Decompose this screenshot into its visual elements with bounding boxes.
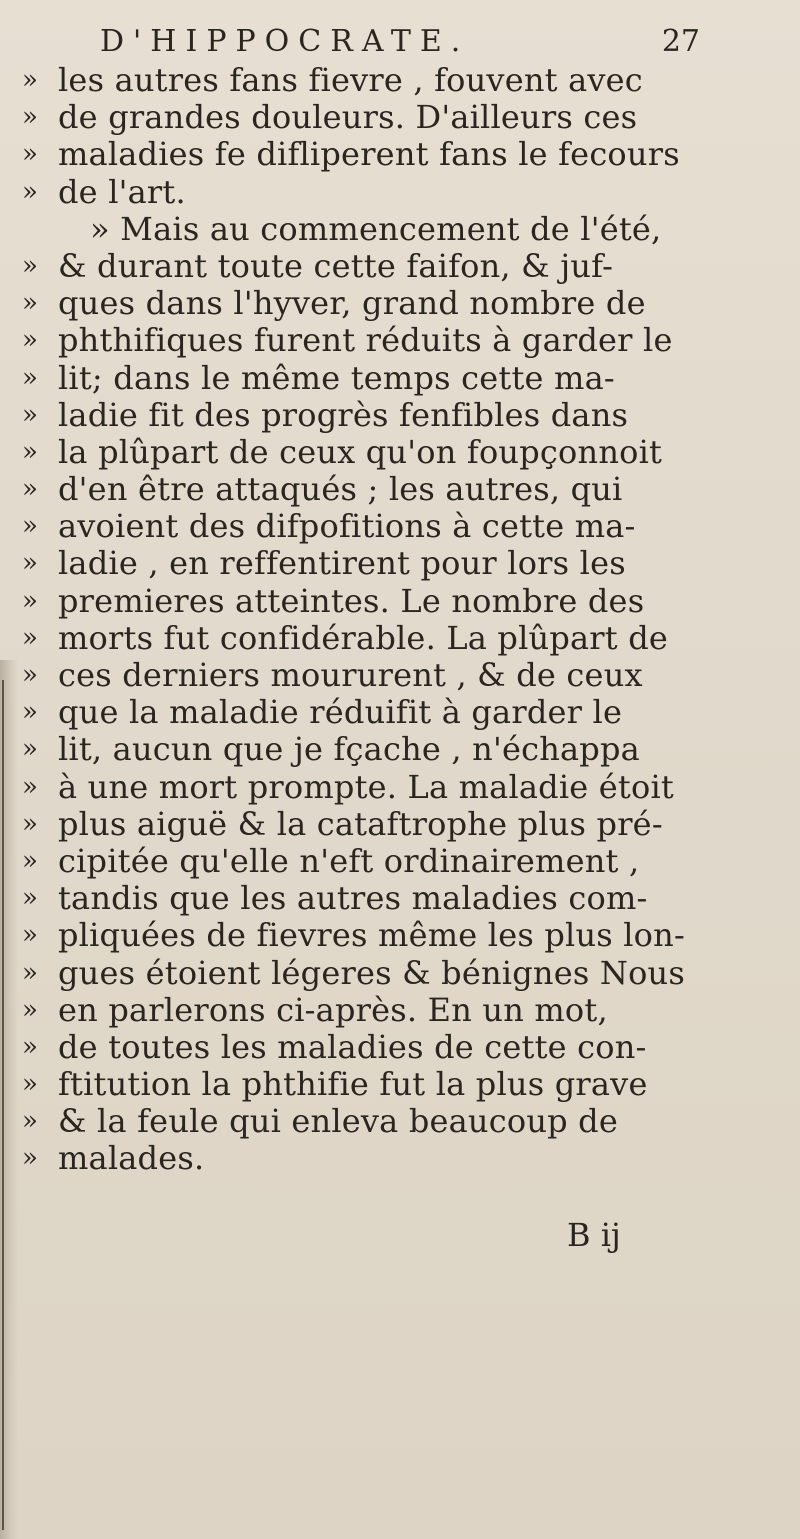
- quote-mark: »: [22, 1143, 38, 1174]
- line-text: premieres atteintes. Le nombre des: [58, 581, 645, 620]
- line-text: gues étoient légeres & bénignes Nous: [58, 953, 685, 992]
- text-line: [14, 583, 794, 620]
- line-text: avoient des difpofitions à cette ma-: [58, 507, 636, 546]
- running-title: D'HIPPOCRATE.: [100, 24, 470, 59]
- text-line: [14, 843, 794, 880]
- quote-mark: »: [22, 1031, 38, 1062]
- quote-mark: »: [22, 660, 38, 690]
- quote-mark: »: [22, 511, 38, 542]
- text-line: [14, 1103, 794, 1140]
- text-line: [14, 620, 794, 657]
- line-text: de grandes douleurs. D'ailleurs ces: [58, 98, 638, 137]
- quote-mark: »: [22, 622, 38, 653]
- text-line: [14, 248, 794, 285]
- text-line: [14, 694, 794, 731]
- line-text: & durant toute cette faifon, & juf-: [58, 246, 614, 285]
- quote-mark: »: [22, 102, 38, 133]
- quote-mark: »: [22, 957, 38, 988]
- text-line: [14, 397, 794, 434]
- text-line: [14, 434, 794, 471]
- quote-mark: »: [22, 994, 38, 1025]
- line-text: cipitée qu'elle n'eft ordinairement ,: [58, 841, 640, 880]
- text-line: [14, 360, 794, 397]
- text-line: [14, 1066, 794, 1103]
- quote-mark: »: [22, 176, 38, 207]
- page-number: 27: [661, 24, 700, 59]
- text-line: [14, 62, 794, 99]
- line-text: maladies fe difliperent fans le fecours: [58, 135, 680, 174]
- line-text: ladie fit des progrès fenfibles dans: [58, 395, 629, 434]
- line-text: & la feule qui enleva beaucoup de: [58, 1102, 619, 1141]
- text-line: [14, 99, 794, 136]
- quote-mark: »: [22, 474, 38, 505]
- line-text: de toutes les maladies de cette con-: [58, 1027, 647, 1066]
- text-line: [14, 508, 794, 545]
- text-line: [14, 322, 794, 359]
- body-text: [14, 62, 794, 1178]
- line-text: pliquées de fievres même les plus lon-: [58, 916, 685, 955]
- line-text: plus aiguë & la cataftrophe plus pré-: [58, 804, 663, 843]
- text-line: [14, 992, 794, 1029]
- quote-mark: »: [22, 250, 38, 281]
- text-line: [14, 471, 794, 508]
- quote-mark: »: [22, 1069, 38, 1100]
- page-header: [100, 22, 700, 62]
- quote-mark: »: [22, 808, 38, 839]
- quote-mark: »: [22, 771, 38, 802]
- text-line: [14, 731, 794, 768]
- quote-mark: »: [22, 139, 38, 170]
- line-text: ladie , en reffentirent pour lors les: [58, 544, 626, 583]
- line-text: ftitution la phthifie fut la plus grave: [58, 1065, 648, 1104]
- quote-mark: »: [22, 65, 38, 95]
- text-line: [14, 136, 794, 173]
- line-text: à une mort prompte. La maladie étoit: [58, 767, 674, 806]
- text-line: [14, 545, 794, 582]
- quote-mark: »: [22, 883, 38, 914]
- quote-mark: »: [22, 548, 38, 579]
- quote-mark: »: [22, 399, 38, 430]
- signature-mark: B ij: [567, 1216, 621, 1254]
- text-line: [14, 769, 794, 806]
- line-text: que la maladie réduifit à garder le: [58, 693, 623, 732]
- line-text: malades.: [58, 1139, 205, 1178]
- line-text: les autres fans fievre , fouvent avec: [58, 61, 643, 99]
- text-line: [14, 806, 794, 843]
- text-line: [14, 1029, 794, 1066]
- text-line: [14, 657, 794, 694]
- quote-mark: »: [22, 697, 38, 728]
- page-edge-line: [2, 680, 4, 1530]
- line-text: ques dans l'hyver, grand nombre de: [58, 284, 646, 323]
- line-text: de l'art.: [58, 172, 186, 211]
- paragraph-start-line: [14, 211, 794, 248]
- line-text: morts fut confidérable. La plûpart de: [58, 618, 669, 657]
- quote-mark: »: [22, 1106, 38, 1137]
- text-line: [14, 1140, 794, 1177]
- line-text: lit, aucun que je fçache , n'échappa: [58, 730, 640, 769]
- quote-mark: »: [22, 288, 38, 319]
- line-text: ces derniers moururent , & de ceux: [58, 656, 643, 694]
- line-text: tandis que les autres maladies com-: [58, 879, 648, 918]
- quote-mark: »: [22, 845, 38, 876]
- line-text: phthifiques furent réduits à garder le: [58, 321, 673, 360]
- quote-mark: »: [22, 734, 38, 765]
- text-line: [14, 880, 794, 917]
- text-line: [14, 174, 794, 211]
- text-line: [14, 955, 794, 992]
- quote-mark: »: [22, 436, 38, 467]
- line-text: lit; dans le même temps cette ma-: [58, 358, 615, 397]
- quote-mark: »: [22, 325, 38, 356]
- line-text: » Mais au commencement de l'été,: [90, 209, 662, 248]
- line-text: d'en être attaqués ; les autres, qui: [58, 470, 623, 509]
- line-text: la plûpart de ceux qu'on foupçonnoit: [58, 432, 663, 471]
- text-line: [14, 917, 794, 954]
- line-text: en parlerons ci-après. En un mot,: [58, 990, 608, 1029]
- quote-mark: »: [22, 585, 38, 616]
- quote-mark: »: [22, 362, 38, 393]
- quote-mark: »: [22, 920, 38, 951]
- text-line: [14, 285, 794, 322]
